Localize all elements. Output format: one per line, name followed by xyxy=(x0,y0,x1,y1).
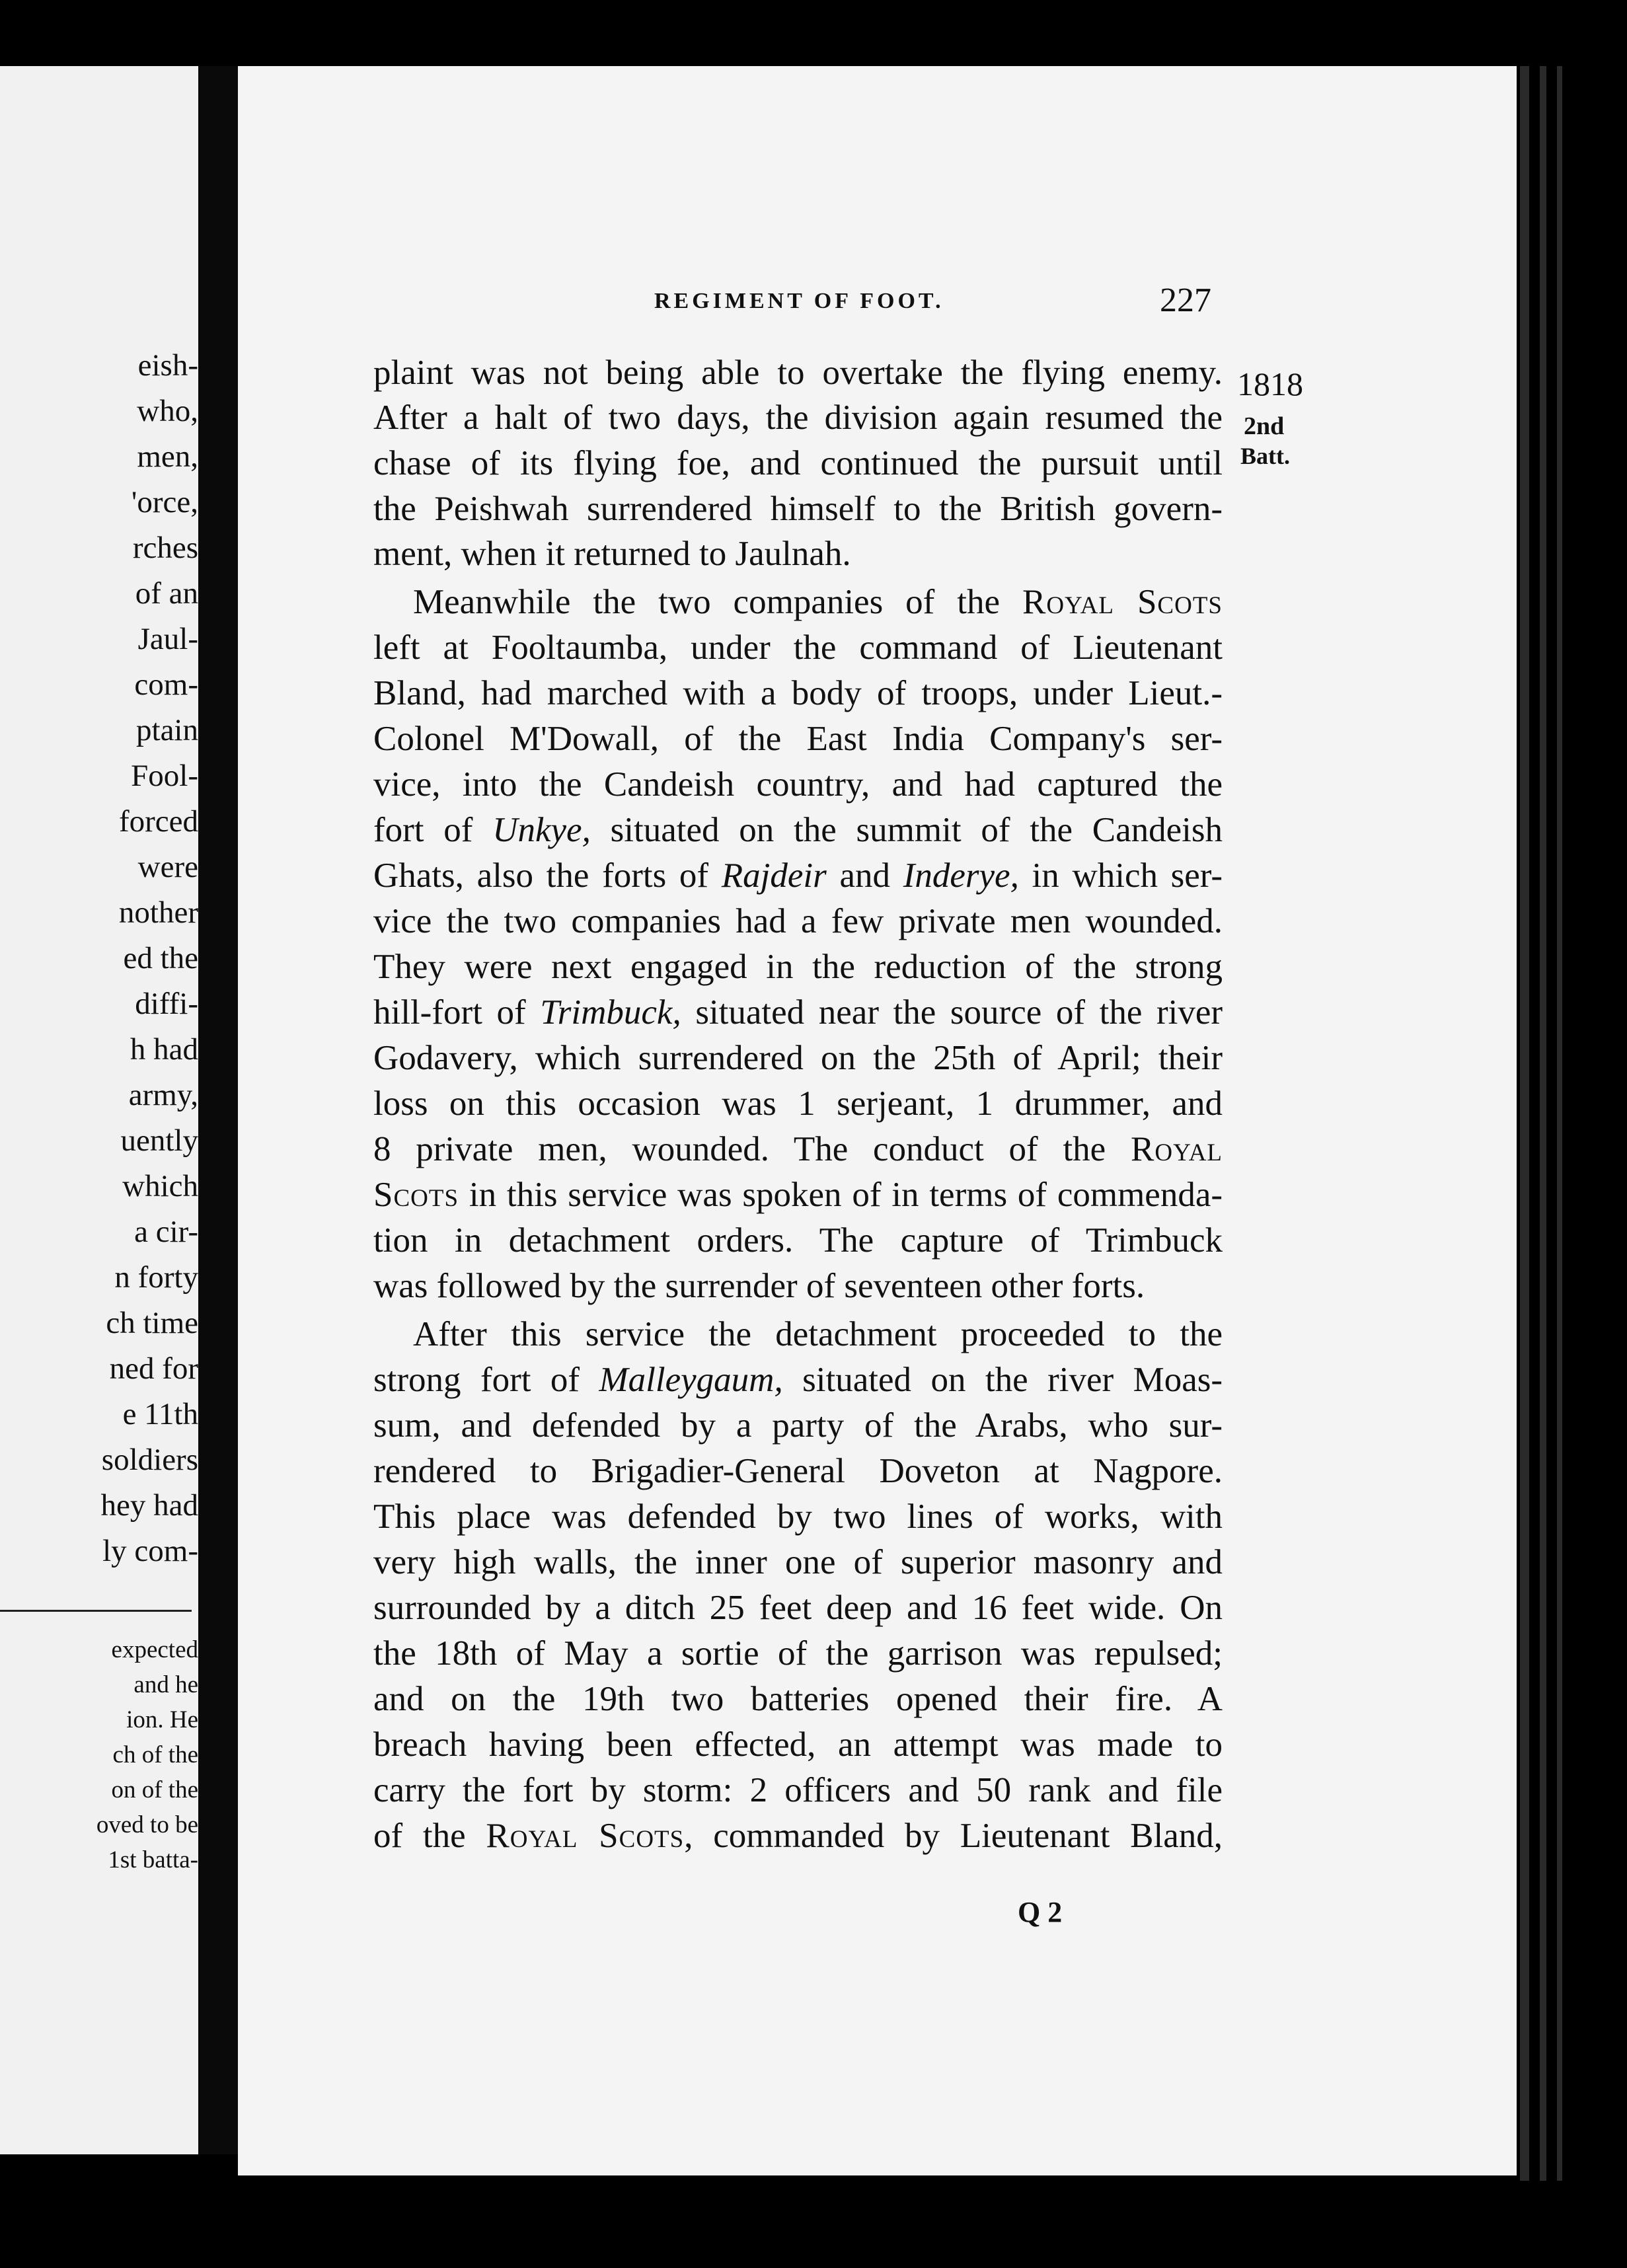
left-page-line: Fool- xyxy=(131,759,198,793)
running-head: REGIMENT OF FOOT. xyxy=(654,289,944,313)
body-line: very high walls, the inner one of superior masonry and xyxy=(373,1543,1223,1581)
text-run: of the xyxy=(373,1817,466,1855)
text-run: situated on the summit of the Candeish xyxy=(610,811,1223,849)
left-page-line: of an xyxy=(135,576,198,611)
left-page-line: men, xyxy=(137,439,198,474)
margin-battalion: 2nd xyxy=(1244,412,1285,440)
left-page-line: uently xyxy=(120,1123,198,1158)
left-page-line: ned for xyxy=(109,1351,198,1386)
left-page-line: ed the xyxy=(123,941,198,975)
body-line: plaint was not being able to overtake the flying enemy. xyxy=(373,354,1223,392)
left-page-line: rches xyxy=(132,531,198,565)
text-run: Meanwhile the two companies of the xyxy=(413,583,1001,621)
body-line: tion in detachment orders. The capture of Trimbuck xyxy=(373,1221,1223,1260)
left-footnote-line: ion. He xyxy=(126,1706,198,1733)
left-page-line: army, xyxy=(128,1078,198,1112)
body-line: breach having been effected, an attempt was made to xyxy=(373,1725,1223,1764)
body-line: and on the 19th two batteries opened their fire. A xyxy=(373,1680,1223,1718)
footnote-rule xyxy=(0,1610,192,1612)
left-page-line: soldiers xyxy=(101,1443,198,1477)
page-number: 227 xyxy=(1160,282,1211,319)
place-name: Rajdeir xyxy=(721,856,827,895)
text-run: in this service was spoken of in terms of commenda- xyxy=(469,1176,1223,1214)
text-run: fort of xyxy=(373,811,473,849)
left-footnote-line: ch of the xyxy=(112,1741,198,1768)
body-line xyxy=(373,858,1223,893)
text-run: in which ser- xyxy=(1032,856,1223,895)
left-page-line: ch time xyxy=(106,1306,198,1340)
body-line xyxy=(373,813,1223,848)
left-page-line: were xyxy=(137,850,198,884)
body-line xyxy=(373,1178,1223,1213)
place-name: Unkye, xyxy=(492,811,591,849)
text-run: Ghats, also the forts of xyxy=(373,856,709,895)
left-page-line: e 11th xyxy=(122,1397,198,1431)
place-name: Inderye, xyxy=(903,856,1019,895)
regiment-name: Royal Scots xyxy=(486,1817,685,1855)
text-run: and xyxy=(839,856,891,895)
left-page-line: ptain xyxy=(136,713,198,747)
body-line: the Peishwah surrendered himself to the British govern- xyxy=(373,490,1223,528)
left-page-line: which xyxy=(122,1169,198,1203)
left-footnote-line: expected xyxy=(111,1636,198,1663)
left-page-line: forced xyxy=(118,804,198,839)
body-line: sum, and defended by a party of the Arabs, who sur- xyxy=(373,1406,1223,1445)
body-line: After a halt of two days, the division again resumed the xyxy=(373,398,1223,437)
body-line: carry the fort by storm: 2 officers and 50 rank and file xyxy=(373,1771,1223,1809)
left-footnote-line: 1st batta- xyxy=(108,1846,198,1873)
body-line: was followed by the surrender of seventeen other forts. xyxy=(373,1267,1145,1305)
body-line: This place was defended by two lines of works, with xyxy=(373,1497,1223,1536)
left-page-line: a cir- xyxy=(134,1215,198,1249)
page-edge xyxy=(1520,66,1529,2181)
body-line: chase of its flying foe, and continued the pursuit until xyxy=(373,444,1223,482)
left-page-line: Jaul- xyxy=(137,622,198,656)
body-line xyxy=(413,585,1223,620)
body-line: of the Royal Scots, commanded by Lieutenant Bland, xyxy=(373,1817,1223,1855)
page-edge xyxy=(1557,66,1562,2181)
left-page xyxy=(0,66,198,2154)
body-line: rendered to Brigadier-General Doveton at Nagpore. xyxy=(373,1452,1223,1490)
body-line: Godavery, which surrendered on the 25th of April; their xyxy=(373,1039,1223,1077)
left-page-line: who, xyxy=(137,394,198,428)
left-page-line: h had xyxy=(130,1032,198,1067)
left-footnote-line: on of the xyxy=(111,1776,198,1803)
left-page-line: ly com- xyxy=(102,1534,198,1568)
margin-battalion: Batt. xyxy=(1240,443,1290,469)
left-page-line: eish- xyxy=(137,348,198,383)
left-page-line: nother xyxy=(118,895,198,930)
body-line: vice the two companies had a few private men wounded. xyxy=(373,902,1223,940)
body-line: ment, when it returned to Jaulnah. xyxy=(373,535,851,573)
body-line: vice, into the Candeish country, and had captured the xyxy=(373,765,1223,804)
left-page-line: 'orce, xyxy=(131,485,198,519)
left-footnote-line: and he xyxy=(133,1671,198,1698)
place-name: Trimbuck, xyxy=(540,993,681,1032)
body-line: surrounded by a ditch 25 feet deep and 16 feet wide. On xyxy=(373,1589,1223,1627)
text-run: commanded by Lieutenant Bland, xyxy=(713,1817,1223,1855)
left-footnote-line: oved to be xyxy=(96,1811,198,1838)
place-name: Malleygaum, xyxy=(599,1361,783,1399)
body-line: They were next engaged in the reduction of the strong xyxy=(373,948,1223,986)
body-line: After this service the detachment proceeded to the xyxy=(413,1315,1223,1353)
body-line: Bland, had marched with a body of troops, under Lieut.- xyxy=(373,674,1223,712)
book-gutter xyxy=(198,66,238,2154)
body-line: left at Fooltaumba, under the command of Lieutenant xyxy=(373,628,1223,667)
signature-mark: Q 2 xyxy=(1018,1896,1063,1928)
left-page-line: diffi- xyxy=(135,987,198,1021)
body-line xyxy=(373,995,1223,1030)
regiment-name: Royal Scots xyxy=(1022,583,1223,621)
body-line: Colonel M'Dowall, of the East India Company's ser- xyxy=(373,720,1223,758)
text-run: situated on the river Moas- xyxy=(802,1361,1223,1399)
left-page-line: n forty xyxy=(114,1260,198,1295)
text-run: hill-fort of xyxy=(373,993,526,1032)
body-line xyxy=(373,1132,1223,1167)
page-edge xyxy=(1540,66,1546,2181)
left-page-line: hey had xyxy=(100,1488,198,1523)
regiment-name: Scots xyxy=(373,1176,459,1214)
text-run: 8 private men, wounded. The conduct of the xyxy=(373,1130,1106,1168)
regiment-name: Royal xyxy=(1131,1130,1223,1168)
text-run: situated near the source of the river xyxy=(695,993,1223,1032)
body-line xyxy=(373,1363,1223,1398)
left-page-line: com- xyxy=(134,667,198,702)
body-line: the 18th of May a sortie of the garrison was repulsed; xyxy=(373,1634,1223,1673)
margin-year: 1818 xyxy=(1237,365,1303,402)
text-run: strong fort of xyxy=(373,1361,580,1399)
body-line: loss on this occasion was 1 serjeant, 1 drummer, and xyxy=(373,1084,1223,1123)
